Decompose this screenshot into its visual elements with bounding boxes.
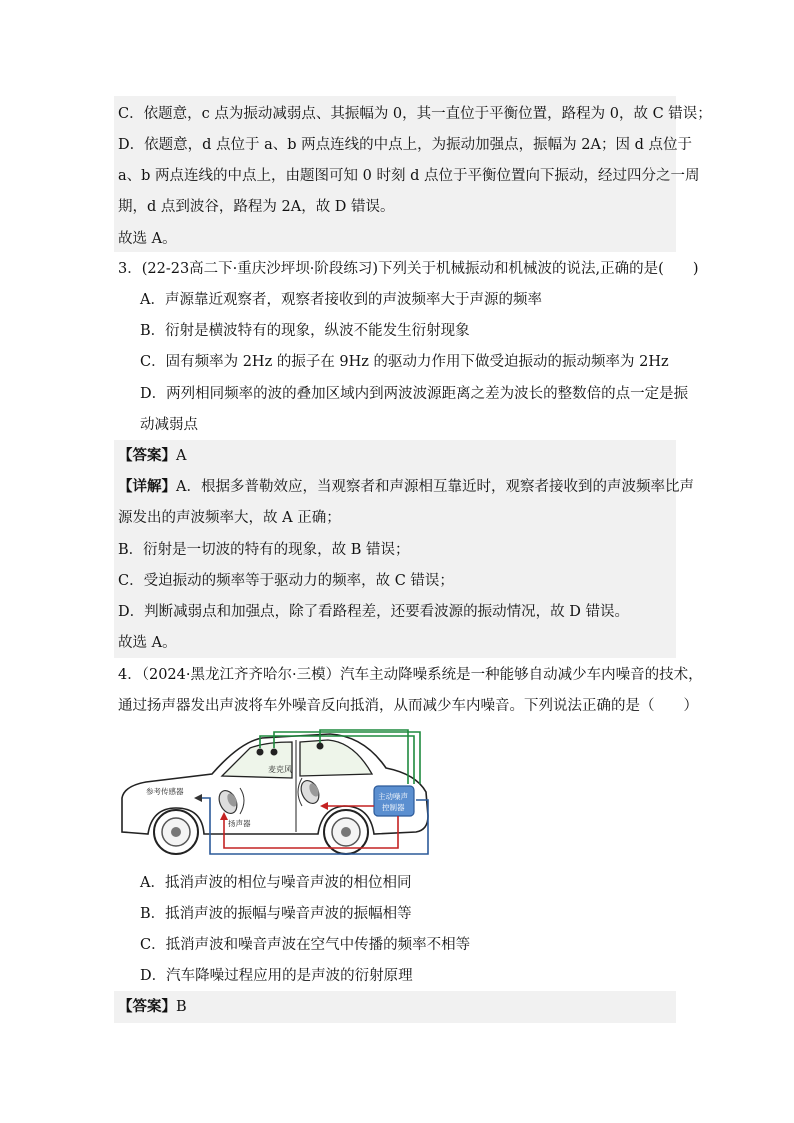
car-noise-diagram xyxy=(116,728,436,864)
q4-stem-line2: 通过扬声器发出声波将车外噪音反向抵消，从而减少车内噪音。下列说法正确的是（ ） xyxy=(118,698,698,714)
q4-answer-value: B xyxy=(176,999,187,1015)
q3-option-d-line2: 动减弱点 xyxy=(140,417,198,433)
q3-option-a: A．声源靠近观察者，观察者接收到的声波频率大于声源的频率 xyxy=(140,292,542,308)
q4-option-c: C．抵消声波和噪音声波在空气中传播的频率不相等 xyxy=(140,937,471,953)
label-controller-1: 主动噪声 xyxy=(378,792,408,801)
q3-option-c: C．固有频率为 2Hz 的振子在 9Hz 的驱动力作用下做受迫振动的振动频率为 2Hz xyxy=(140,354,669,370)
prev-solution-c: C．依题意，c 点为振动减弱点、其振幅为 0，其一直位于平衡位置，路程为 0，故 C 错误； xyxy=(118,106,712,122)
q4-option-a: A．抵消声波的相位与噪音声波的相位相同 xyxy=(140,875,412,891)
q3-detail-line2: 源发出的声波频率大，故 A 正确； xyxy=(118,510,341,526)
label-controller-2: 控制器 xyxy=(382,803,405,812)
q4-option-d: D．汽车降噪过程应用的是声波的衍射原理 xyxy=(140,968,413,984)
q4-answer-shade xyxy=(114,991,676,1023)
prev-conclusion: 故选 A。 xyxy=(118,231,177,247)
q3-option-b: B．衍射是横波特有的现象，纵波不能发生衍射现象 xyxy=(140,323,470,339)
q3-stem: 3．(22-23高二下·重庆沙坪坝·阶段练习)下列关于机械振动和机械波的说法,正确的是( ) xyxy=(118,261,699,277)
q3-detail-line1 xyxy=(118,477,694,497)
q3-detail-line4: C．受迫振动的频率等于驱动力的频率，故 C 错误； xyxy=(118,573,454,589)
q3-detail-line5: D．判断减弱点和加强点，除了看路程差，还要看波源的振动情况，故 D 错误。 xyxy=(118,604,629,620)
q3-answer-tag: 【答案】 xyxy=(118,447,176,464)
q3-detail-line3: B．衍射是一切波的特有的现象，故 B 错误； xyxy=(118,542,410,558)
label-mic: 麦克风 xyxy=(268,765,292,774)
q3-answer xyxy=(118,446,186,466)
q4-stem-line1: 4．（2024·黑龙江齐齐哈尔·三模）汽车主动降噪系统是一种能够自动减少车内噪音的技术， xyxy=(118,667,703,683)
mic-dot-1 xyxy=(257,749,264,756)
mic-dot-2 xyxy=(271,749,278,756)
label-ref-sensor: 参考传感器 xyxy=(146,787,184,796)
mic-dot-3 xyxy=(317,743,324,750)
q4-option-b: B．抵消声波的振幅与噪音声波的振幅相等 xyxy=(140,906,412,922)
prev-solution-d-line2: a、b 两点连线的中点上，由题图可知 0 时刻 d 点位于平衡位置向下振动，经过四分之一周 xyxy=(118,168,700,184)
q3-detail-tag: 【详解】 xyxy=(118,478,176,495)
q3-conclusion: 故选 A。 xyxy=(118,635,177,651)
q3-answer-value: A xyxy=(176,448,187,464)
prev-solution-d-line1: D．依题意，d 点位于 a、b 两点连线的中点上，为振动加强点，振幅为 2A；因 d 点位于 xyxy=(118,137,692,153)
q3-option-d-line1: D．两列相同频率的波的叠加区域内到两波波源距离之差为波长的整数倍的点一定是振 xyxy=(140,386,689,402)
prev-solution-d-line3: 期，d 点到波谷，路程为 2A，故 D 错误。 xyxy=(118,199,395,215)
label-speaker: 扬声器 xyxy=(228,819,251,828)
q3-detail-text1: A．根据多普勒效应，当观察者和声源相互靠近时，观察者接收到的声波频率比声 xyxy=(176,479,694,495)
q4-answer xyxy=(118,997,187,1017)
q4-answer-tag: 【答案】 xyxy=(118,998,176,1015)
